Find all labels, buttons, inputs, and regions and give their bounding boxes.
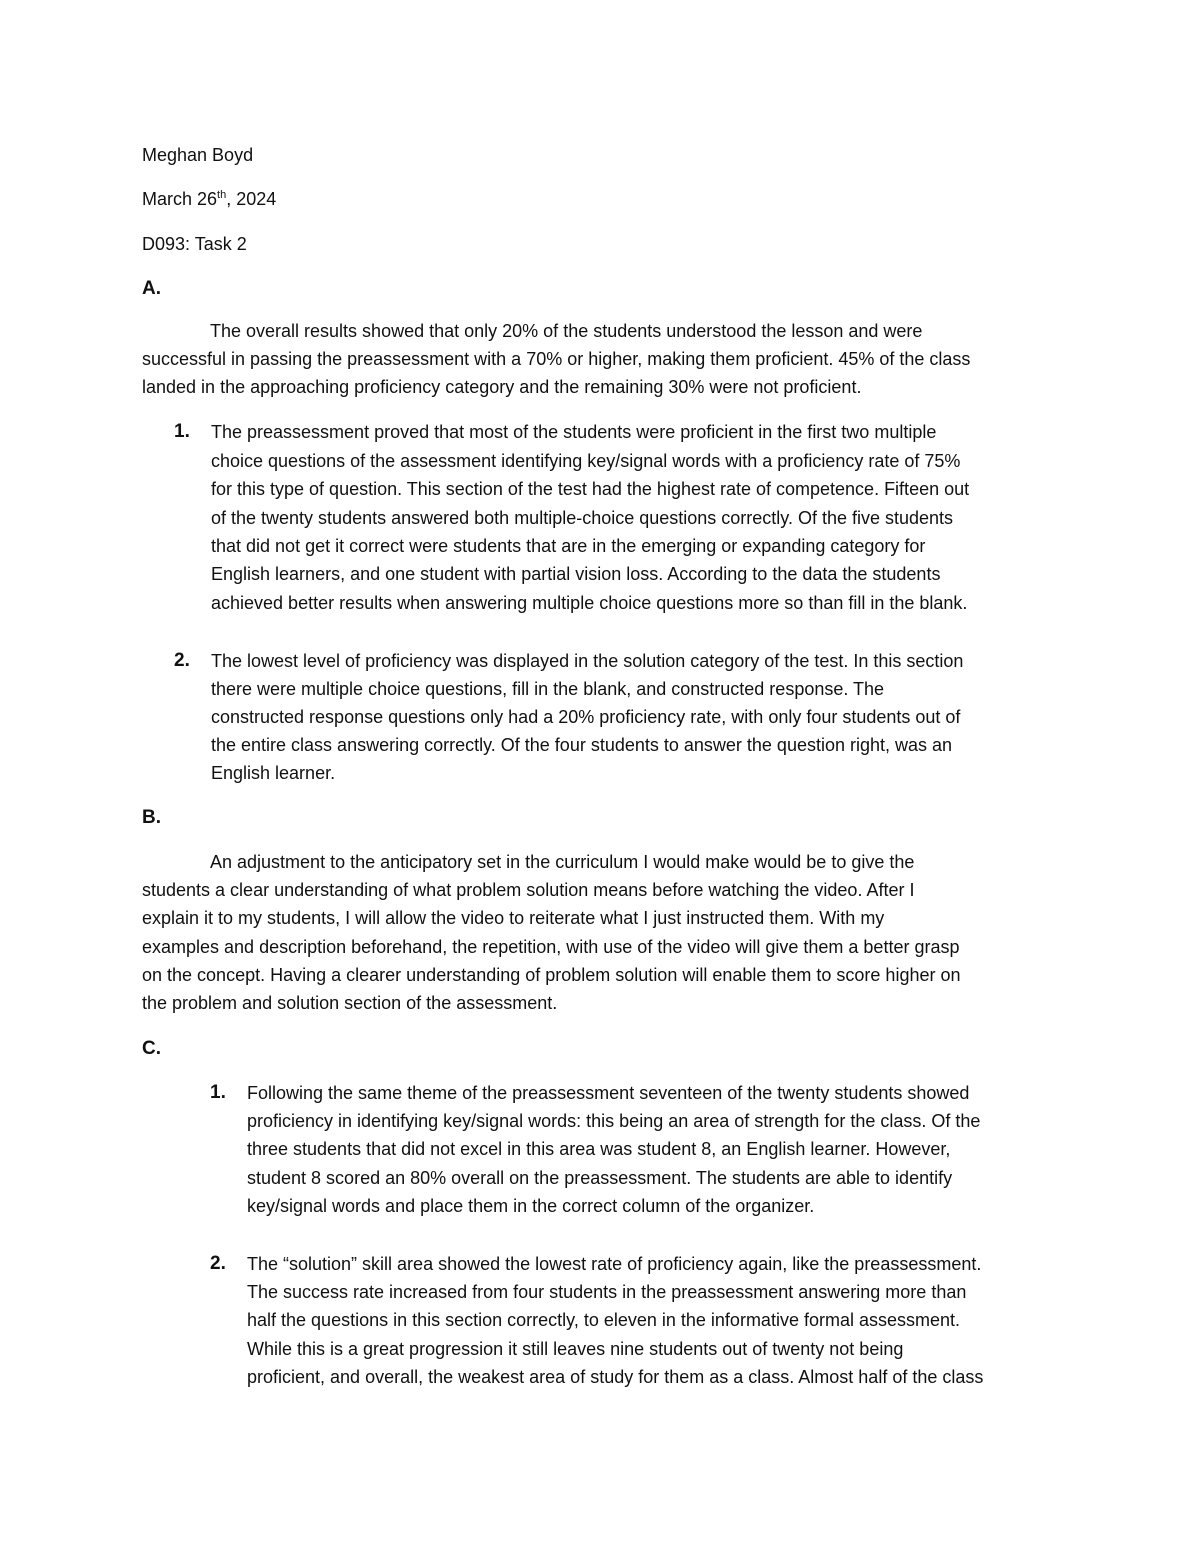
section-a-item-2-line: there were multiple choice questions, fill in the blank, and constructed response. The — [211, 679, 885, 699]
section-c-item-2-line: The success rate increased from four students in the preassessment answering more than — [247, 1282, 967, 1302]
section-b-paragraph-line: examples and description beforehand, the repetition, with use of the video will give them a better grasp — [142, 937, 960, 957]
section-a-item-2-number: 2. — [174, 650, 190, 671]
section-c-item-1-line: three students that did not excel in this area was student 8, an English learner. However, — [247, 1139, 951, 1159]
section-a-paragraph-line: landed in the approaching proficiency category and the remaining 30% were not proficient. — [142, 377, 862, 397]
section-a-item-1-line: achieved better results when answering multiple choice questions more so than fill in the blank. — [211, 593, 968, 613]
section-b-paragraph-line: on the concept. Having a clearer understanding of problem solution will enable them to score higher on — [142, 965, 961, 985]
section-a-item-1-line: choice questions of the assessment identifying key/signal words with a proficiency rate of 75% — [211, 451, 961, 471]
author-name: Meghan Boyd — [142, 145, 254, 165]
date-suffix: th — [217, 189, 227, 201]
section-a-heading: A. — [142, 278, 161, 299]
section-a-item-1-line: of the twenty students answered both multiple-choice questions correctly. Of the five students — [211, 508, 954, 528]
section-a-paragraph-line: The overall results showed that only 20% of the students understood the lesson and were — [210, 321, 923, 341]
section-c-item-2-line: While this is a great progression it still leaves nine students out of twenty not being — [247, 1339, 904, 1359]
section-a-item-2-line: The lowest level of proficiency was displayed in the solution category of the test. In this section — [211, 651, 964, 671]
course-title: D093: Task 2 — [142, 234, 247, 254]
section-a-paragraph-line: successful in passing the preassessment with a 70% or higher, making them proficient. 45% of the class — [142, 349, 971, 369]
section-c-item-1-number: 1. — [210, 1082, 226, 1103]
section-a-item-2-line: constructed response questions only had a 20% proficiency rate, with only four students out of — [211, 707, 961, 727]
section-a-item-1-line: The preassessment proved that most of the students were proficient in the first two multiple — [211, 422, 937, 442]
section-a-item-1-number: 1. — [174, 421, 190, 442]
section-a-item-1-line: that did not get it correct were students that are in the emerging or expanding category for — [211, 536, 926, 556]
section-b-paragraph-line: An adjustment to the anticipatory set in the curriculum I would make would be to give the — [210, 852, 915, 872]
section-a-item-1-line: for this type of question. This section of the test had the highest rate of competence. Fifteen out — [211, 479, 970, 499]
section-a-item-2-line: English learner. — [211, 763, 336, 783]
section-c-item-2-number: 2. — [210, 1253, 226, 1274]
section-c-item-1-line: student 8 scored an 80% overall on the preassessment. The students are able to identify — [247, 1168, 953, 1188]
section-c-item-1-line: proficiency in identifying key/signal words: this being an area of strength for the class. Of the — [247, 1111, 981, 1131]
document-date — [142, 189, 276, 210]
section-b-paragraph-line: explain it to my students, I will allow the video to reiterate what I just instructed them. With my — [142, 908, 885, 928]
date-prefix: March 26 — [142, 189, 218, 209]
section-c-item-2-line: half the questions in this section correctly, to eleven in the informative formal assessment. — [247, 1310, 961, 1330]
section-b-paragraph-line: students a clear understanding of what problem solution means before watching the video. After I — [142, 880, 915, 900]
section-c-item-1-line: Following the same theme of the preassessment seventeen of the twenty students showed — [247, 1083, 970, 1103]
section-c-item-2-line: proficient, and overall, the weakest area of study for them as a class. Almost half of the class — [247, 1367, 984, 1387]
section-c-item-2-line: The “solution” skill area showed the lowest rate of proficiency again, like the preassessment. — [247, 1254, 982, 1274]
section-a-item-1-line: English learners, and one student with partial vision loss. According to the data the students — [211, 564, 941, 584]
section-c-heading: C. — [142, 1038, 161, 1059]
section-b-heading: B. — [142, 807, 161, 828]
date-rest: , 2024 — [226, 189, 277, 209]
section-b-paragraph-line: the problem and solution section of the assessment. — [142, 993, 558, 1013]
section-c-item-1-line: key/signal words and place them in the correct column of the organizer. — [247, 1196, 815, 1216]
section-a-item-2-line: the entire class answering correctly. Of the four students to answer the question right, was an — [211, 735, 953, 755]
